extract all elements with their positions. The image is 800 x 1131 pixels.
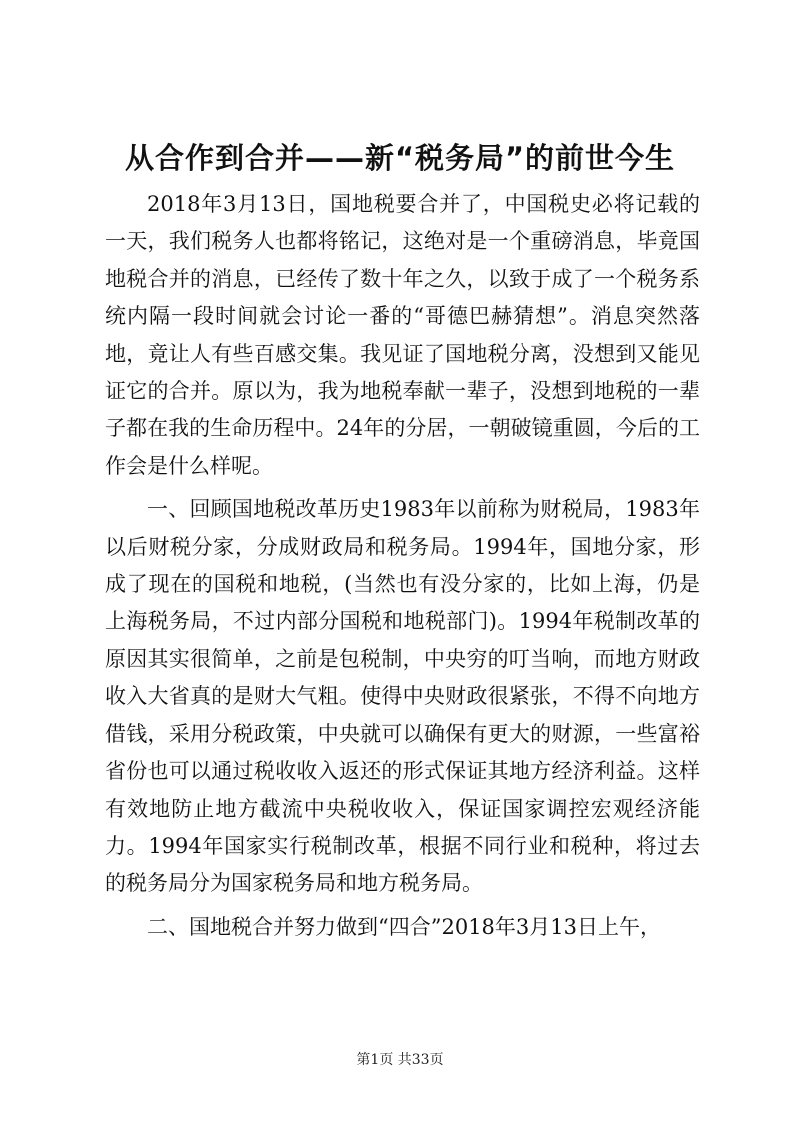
document-title: 从合作到合并——新“税务局”的前世今生 (124, 141, 676, 175)
document-body (105, 186, 700, 952)
paragraph-merger: 二、国地税合并努力做到“四合”2018年3月13日上午， (147, 914, 661, 939)
paragraph-history: 一、回顾国地税改革历史1983年以前称为财税局，1983年以后财税分家，分成财政局和税务局。1994年，国地分家，形成了现在的国税和地税，(当然也有没分家的，比如上海，仍是上海税务局，不过内部分国税和地税部门)。1994年税制改革的原因其实很简单，之前是包税制，中央穷的叮当响，而地方财政收入大省真的是财大气粗。使得中央财政很紧张，不得不向地方借钱，采用分税政策，中央就可以确保有更大的财源，一些富裕省份也可以通过税收收入返还的形式保证其地方经济利益。这样有效地防止地方截流中央税收收入，保证国家调控宏观经济能力。1994年国家实行税制改革，根据不同行业和税种，将过去的税务局分为国家税务局和地方税务局。 (105, 497, 700, 896)
page-footer: 第1页 共33页 (356, 1052, 444, 1068)
paragraph-intro: 2018年3月13日，国地税要合并了，中国税史必将记载的一天，我们税务人也都将铭记，这绝对是一个重磅消息，毕竟国地税合并的消息，已经传了数十年之久，以致于成了一个税务系统内隔一段时间就会讨论一番的“哥德巴赫猜想”。消息突然落地，竟让人有些百感交集。我见证了国地税分离，没想到又能见证它的合并。原以为，我为地税奉献一辈子，没想到地税的一辈子都在我的生命历程中。24年的分居，一朝破镜重圆，今后的工作会是什么样呢。 (105, 192, 700, 478)
